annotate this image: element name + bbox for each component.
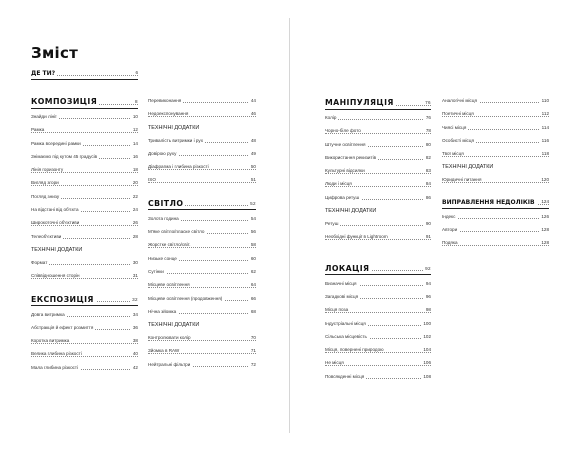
toc-entry (31, 154, 138, 167)
toc-entry (325, 360, 431, 373)
toc-entry (442, 151, 549, 164)
toc-entry-label: Недоекспонування (148, 111, 189, 117)
toc-entry-label: Аналогічні місця (442, 98, 477, 103)
toc-entry (31, 234, 138, 247)
toc-entry-page: 82 (425, 154, 431, 160)
toc-entry-page: 38 (132, 338, 138, 344)
toc-entry (325, 294, 431, 307)
toc-entry-label: ВИПРАВЛЕННЯ НЕДОЛІКІВ (442, 198, 535, 206)
toc-entry-page: 20 (132, 180, 138, 186)
toc-entry (148, 229, 256, 242)
toc-entry (31, 207, 138, 220)
toc-entry (31, 338, 138, 351)
toc-column-3 (325, 98, 431, 387)
toc-entry-page: 72 (250, 361, 256, 367)
toc-entry-page: 42 (132, 364, 138, 370)
toc-entry-label: Вигляд згори (31, 180, 59, 186)
toc-entry (148, 177, 256, 190)
toc-entry-label: МАНІПУЛЯЦІЯ (325, 98, 394, 107)
toc-spacer (325, 256, 431, 264)
toc-entry-page: 51 (250, 177, 256, 183)
toc-entry (31, 114, 138, 127)
toc-entry-label: Поетичні місця (442, 111, 474, 117)
toc-entry (325, 128, 431, 141)
toc-entry (31, 194, 138, 207)
toc-entry-label: ТЕХНІЧНІ ДОДАТКИ (325, 208, 377, 215)
toc-entry-page: 76 (425, 100, 431, 106)
toc-entry-label: Знімаємо під кутом 45 градусів (31, 153, 98, 159)
toc-spacer (442, 191, 549, 199)
toc-entry-page: 71 (250, 348, 256, 354)
toc-entry-label: ЕКСПОЗИЦІЯ (31, 294, 94, 304)
toc-entry-label: Колір (325, 115, 337, 120)
toc-entry-label: Індустріальні місця (325, 320, 366, 326)
dot-leader (148, 182, 256, 183)
toc-entry-page: 98 (425, 307, 431, 313)
toc-entry-label: ТЕХНІЧНІ ДОДАТКИ (148, 124, 200, 131)
toc-entry-label: Загадкові місця (325, 293, 359, 299)
toc-entry-label: Довірою руху (148, 150, 177, 156)
toc-entry-label: Рамка (31, 127, 45, 133)
toc-entry-page: 106 (423, 360, 431, 366)
toc-entry-label: ISO (148, 177, 156, 183)
toc-entry-page: 128 (541, 240, 549, 246)
toc-entry-page: 54 (250, 215, 256, 221)
toc-entry-label: Мала глибина різкості (31, 364, 79, 370)
toc-entry (31, 351, 138, 364)
toc-entry-page: 6 (135, 70, 138, 75)
toc-entry-label: Нічна зйомка (148, 308, 177, 314)
toc-entry-label: Сільська місцевість (325, 333, 367, 339)
toc-entry (31, 220, 138, 233)
toc-entry-page: 28 (132, 233, 138, 239)
toc-entry-label: Жорстке світло/світ. (148, 242, 191, 248)
toc-entry-page: 102 (423, 333, 431, 339)
toc-entry-label: Використання рекизитів (325, 154, 377, 160)
toc-entry-label: ДЕ ТИ? (31, 70, 56, 77)
toc-entry (442, 98, 549, 111)
toc-section (31, 97, 138, 114)
toc-entry-label: Знайди лінії (31, 114, 57, 119)
toc-entry (325, 307, 431, 320)
toc-entry (148, 98, 256, 111)
toc-entry-label: На відстані від об'єкта (31, 207, 79, 213)
toc-entry-label: Низьке сонце (148, 255, 177, 261)
toc-entry-page: 96 (425, 293, 431, 299)
toc-entry-label: Абстракція й ефект розмиття (31, 324, 94, 330)
toc-entry-page: 90 (425, 221, 431, 227)
toc-entry (148, 269, 256, 282)
toc-entry-label: Довга витримка (31, 311, 65, 317)
book-gutter (289, 18, 290, 433)
toc-entry-page: 36 (132, 324, 138, 330)
dot-leader (442, 218, 549, 219)
toc-entry (148, 296, 256, 309)
toc-entry-page: 78 (425, 128, 431, 134)
toc-entry-label: Телеоб'єктиви (31, 233, 62, 239)
toc-entry-label: Діафрагма і глибина різкості (148, 164, 209, 170)
toc-section (31, 295, 138, 312)
toc-entry (325, 195, 431, 208)
toc-entry-page: 22 (132, 193, 138, 199)
toc-entry-page: 124 (541, 198, 549, 204)
toc-entry-label: Подяка (442, 240, 458, 246)
toc-spacer (31, 85, 138, 97)
toc-entry-page: 110 (541, 98, 549, 103)
toc-entry-page: 62 (250, 268, 256, 274)
toc-spacer (148, 191, 256, 199)
toc-entry-label: Погляд знизу (31, 193, 60, 199)
toc-entry-page: 128 (541, 227, 549, 233)
toc-entry-label: Тривалість витримки і рух (148, 137, 204, 143)
toc-entry-page: 80 (425, 141, 431, 147)
toc-entry-label: Люди і місця (325, 181, 352, 187)
toc-entry (325, 181, 431, 194)
toc-spacer (325, 248, 431, 256)
toc-entry-label: Твої місця (442, 151, 464, 157)
toc-entry-page: 66 (250, 295, 256, 301)
toc-entry (442, 227, 549, 240)
toc-entry (325, 374, 431, 387)
toc-entry-page: 92 (425, 266, 431, 272)
toc-entry-page: 10 (132, 114, 138, 119)
toc-entry (31, 312, 138, 325)
toc-entry-page: 14 (132, 140, 138, 146)
toc-entry-label: Місцеве освітлення (148, 282, 190, 288)
toc-entry (31, 260, 138, 273)
toc-entry-page: 40 (132, 351, 138, 357)
toc-entry-label: Визначні місця (325, 280, 357, 286)
toc-entry-label: Чиясі місця (442, 124, 467, 130)
toc-entry (148, 151, 256, 164)
page-title: Зміст (31, 44, 79, 62)
toc-entry (325, 281, 431, 294)
toc-entry-page: 116 (541, 137, 549, 143)
toc-entry-page: 108 (423, 373, 431, 379)
toc-entry (148, 138, 256, 151)
toc-entry-label: Перевиконання (148, 98, 182, 103)
toc-entry (148, 256, 256, 269)
toc-entry (442, 240, 549, 253)
toc-entry-page: 46 (250, 111, 256, 117)
toc-column-2 (148, 98, 256, 375)
toc-entry (31, 273, 138, 286)
toc-entry-label: Співвідношення сторін (31, 273, 80, 279)
toc-entry-page: 70 (250, 335, 256, 341)
toc-entry-page: 86 (425, 194, 431, 200)
toc-entry (31, 141, 138, 154)
toc-entry-label: Контролювати колір (148, 335, 191, 341)
toc-entry-label: Штучне освітлення (325, 141, 366, 147)
toc-entry-page: 58 (250, 242, 256, 248)
toc-entry-page: 120 (541, 177, 549, 183)
toc-entry-page: 64 (250, 282, 256, 288)
toc-subheading (325, 208, 431, 221)
toc-section (31, 70, 138, 85)
toc-entry-page: 76 (425, 115, 431, 120)
toc-entry-label: Зйомка в RAW (148, 348, 180, 354)
toc-entry-label: Місця, повернені природою (325, 347, 384, 353)
toc-entry-page: 16 (132, 153, 138, 159)
toc-entry (442, 125, 549, 138)
toc-entry-label: ТЕХНІЧНІ ДОДАТКИ (442, 164, 494, 171)
toc-entry-page: 49 (250, 150, 256, 156)
toc-section (325, 264, 431, 281)
toc-section (442, 199, 549, 214)
toc-entry-page: 34 (132, 311, 138, 317)
toc-entry (442, 111, 549, 124)
toc-subheading (442, 164, 549, 177)
toc-entry (148, 335, 256, 348)
toc-entry-page: 56 (250, 229, 256, 235)
toc-entry-page: 18 (132, 167, 138, 173)
toc-entry (148, 242, 256, 255)
toc-entry (325, 168, 431, 181)
toc-entry (325, 155, 431, 168)
toc-entry-label: Культурні відсилки (325, 168, 365, 174)
toc-entry-page: 24 (132, 207, 138, 213)
toc-entry (148, 111, 256, 124)
toc-entry-label: Юридичні питання (442, 177, 482, 183)
toc-entry-label: Індекс (442, 213, 456, 219)
toc-entry (148, 362, 256, 375)
toc-entry-page: 32 (132, 296, 138, 302)
toc-entry-label: М'яке світло/пласке світло (148, 229, 205, 235)
toc-entry (31, 127, 138, 140)
toc-entry-label: ТЕХНІЧНІ ДОДАТКИ (148, 322, 200, 329)
toc-entry-label: ТЕХНІЧНІ ДОДАТКИ (31, 246, 83, 253)
toc-entry-label: Цифрова ретуш (325, 194, 360, 200)
toc-entry (442, 177, 549, 190)
toc-entry-page: 31 (132, 273, 138, 279)
toc-section (325, 98, 431, 115)
toc-entry (325, 142, 431, 155)
toc-entry-page: 50 (250, 164, 256, 170)
toc-entry (148, 348, 256, 361)
toc-entry-label: СВІТЛО (148, 198, 184, 208)
dot-leader (325, 225, 431, 226)
toc-entry (31, 325, 138, 338)
toc-entry (442, 214, 549, 227)
toc-entry-label: Лінія горизонту (31, 167, 64, 173)
toc-entry (31, 365, 138, 378)
dot-leader (325, 119, 431, 120)
toc-column-4 (442, 98, 549, 254)
toc-entry-label: Широкоточні об'єктиви (31, 220, 80, 226)
toc-entry (325, 334, 431, 347)
toc-entry-page: 100 (423, 320, 431, 326)
toc-entry-label: Велика глибина різкості (31, 351, 82, 357)
toc-entry-label: Місця поза (325, 307, 349, 313)
toc-entry-label: Повсякденні місця (325, 373, 365, 379)
toc-entry (325, 115, 431, 128)
toc-entry (31, 167, 138, 180)
toc-entry-label: Коротка витримка (31, 338, 70, 344)
toc-subheading (148, 322, 256, 335)
toc-entry-page: 83 (425, 168, 431, 174)
toc-entry (325, 234, 431, 247)
toc-entry-label: Формат (31, 259, 48, 265)
toc-entry-label: Не місця (325, 360, 344, 366)
toc-entry-label: Сутінки (148, 268, 164, 274)
toc-entry-page: 30 (132, 259, 138, 265)
toc-entry-page: 104 (423, 347, 431, 353)
toc-entry (148, 216, 256, 229)
toc-entry-page: 8 (135, 99, 138, 105)
toc-entry-label: КОМПОЗИЦІЯ (31, 97, 98, 106)
toc-entry-page: 26 (132, 220, 138, 226)
toc-subheading (148, 125, 256, 138)
toc-entry-label: Автори (442, 227, 458, 233)
toc-entry-label: Особисті місця (442, 137, 474, 143)
toc-entry-label: ЛОКАЦІЯ (325, 263, 370, 273)
toc-entry-page: 84 (425, 181, 431, 187)
toc-subheading (31, 247, 138, 260)
toc-entry (442, 138, 549, 151)
toc-entry-label: Місцеве освітлення (продовження) (148, 295, 223, 301)
toc-entry (325, 221, 431, 234)
toc-entry-page: 12 (132, 127, 138, 133)
toc-entry-label: Рамка всередині рамки (31, 140, 81, 146)
toc-entry-page: 44 (250, 98, 256, 103)
toc-entry-page: 114 (541, 124, 549, 130)
toc-entry-page: 118 (541, 151, 549, 157)
toc-section (148, 199, 256, 216)
toc-entry-page: 68 (250, 308, 256, 314)
toc-entry-label: Чорно-біле фото (325, 128, 361, 134)
toc-entry (31, 180, 138, 193)
toc-entry-page: 112 (541, 111, 549, 117)
toc-entry-page: 126 (541, 213, 549, 219)
toc-column-1 (31, 70, 138, 378)
toc-entry-page: 94 (425, 280, 431, 286)
toc-entry (325, 347, 431, 360)
toc-entry (148, 309, 256, 322)
toc-entry-page: 48 (250, 137, 256, 143)
toc-entry (325, 321, 431, 334)
toc-entry-label: Нейтральні фільтри (148, 361, 191, 367)
toc-entry (148, 164, 256, 177)
toc-entry (148, 282, 256, 295)
toc-entry-page: 60 (250, 255, 256, 261)
toc-spacer (31, 287, 138, 295)
toc-entry-label: Ретуш (325, 221, 339, 227)
toc-entry-page: 91 (425, 234, 431, 240)
dot-leader (31, 132, 138, 133)
toc-entry-page: 52 (250, 201, 256, 207)
toc-entry-label: Необхідні функції в Lightroom (325, 234, 388, 240)
toc-entry-label: Золота година (148, 215, 179, 221)
